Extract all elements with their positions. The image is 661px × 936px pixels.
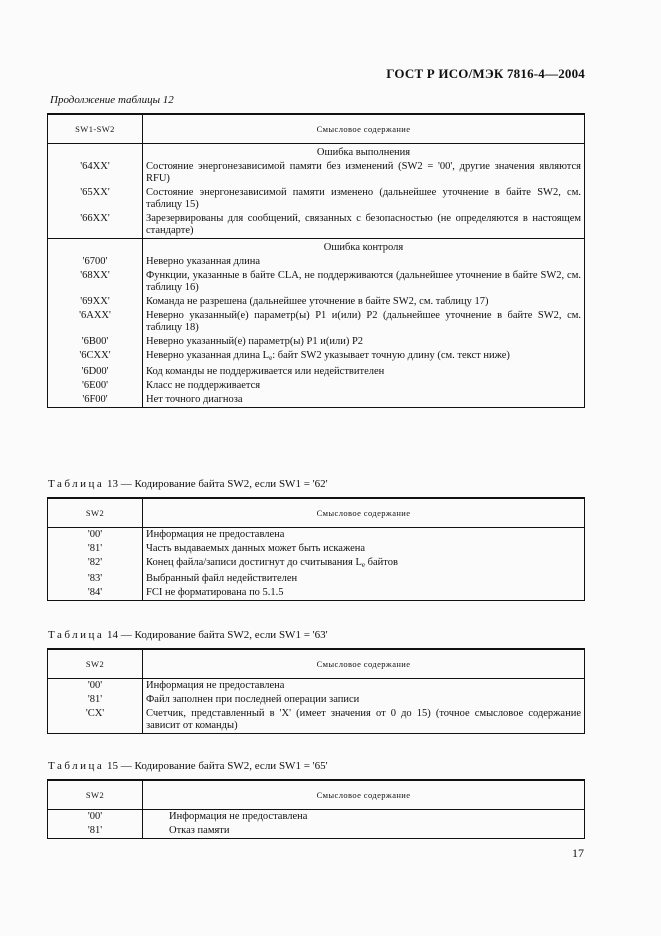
meaning-cell: Неверно указанный(е) параметр(ы) P1 и(или) P2 (дальнейшее уточнение в байте SW2, см. таблицу 18): [143, 309, 585, 335]
table-14: [47, 648, 585, 734]
code-cell: '6E00': [48, 379, 143, 393]
meaning-cell: Часть выдаваемых данных может быть искажена: [143, 542, 585, 556]
table-12: [47, 113, 585, 408]
column-header-meaning: Смысловое содержание: [143, 649, 585, 679]
meaning-cell: Отказ памяти: [143, 824, 585, 839]
meaning-cell: Файл заполнен при последней операции записи: [143, 693, 585, 707]
meaning-cell: Информация не предоставлена: [143, 679, 585, 694]
code-cell: '83': [48, 572, 143, 586]
meaning-cell: [143, 349, 585, 365]
table-row: [48, 212, 585, 239]
column-header-meaning: Смысловое содержание: [143, 114, 585, 144]
column-header-meaning: Смысловое содержание: [143, 498, 585, 528]
code-cell: 'CX': [48, 707, 143, 734]
meaning-cell: Неверно указанная длина: [143, 255, 585, 269]
table-row: [48, 679, 585, 694]
table-13: [47, 497, 585, 601]
table-row: [48, 693, 585, 707]
code-cell: '6D00': [48, 365, 143, 379]
code-cell: '6AXX': [48, 309, 143, 335]
meaning-cell: Зарезервированы для сообщений, связанных с безопасностью (не определяются в настоящем стандарте): [143, 212, 585, 239]
meaning-cell: Функции, указанные в байте CLA, не поддерживаются (дальнейшее уточнение в байте SW2, см. таблицу 16): [143, 269, 585, 295]
page-number: 17: [572, 846, 584, 860]
table-continuation-label: Продолжение таблицы 12: [50, 94, 174, 106]
meaning-cell: Состояние энергонезависимой памяти изменено (дальнейшее уточнение в байте SW2, см. таблицу 15): [143, 186, 585, 212]
column-header-code: SW1-SW2: [48, 114, 143, 144]
section-heading: Ошибка выполнения: [143, 144, 585, 161]
caption-label: Таблица: [48, 478, 105, 490]
meaning-cell: Команда не разрешена (дальнейшее уточнение в байте SW2, см. таблицу 17): [143, 295, 585, 309]
table-row: [48, 556, 585, 572]
table-row: [48, 335, 585, 349]
code-cell: '00': [48, 679, 143, 694]
table-14-caption: [48, 629, 328, 641]
table-row: [48, 309, 585, 335]
table-row: [48, 824, 585, 839]
meaning-cell: Выбранный файл недействителен: [143, 572, 585, 586]
caption-text: 15 — Кодирование байта SW2, если SW1 = '65': [107, 760, 328, 772]
meaning-text: байтов: [365, 557, 398, 568]
table-row: [48, 707, 585, 734]
code-cell: '82': [48, 556, 143, 572]
caption-label: Таблица: [48, 629, 105, 641]
subscript: e: [361, 561, 365, 569]
meaning-cell: Счетчик, представленный в 'X' (имеет значения от 0 до 15) (точное смысловое содержание зависит от команды): [143, 707, 585, 734]
table-13-caption: [48, 478, 328, 490]
code-cell: '68XX': [48, 269, 143, 295]
document-header: ГОСТ Р ИСО/МЭК 7816-4—2004: [386, 66, 585, 81]
code-cell: '00': [48, 810, 143, 825]
code-cell: '6700': [48, 255, 143, 269]
code-cell: '6CXX': [48, 349, 143, 365]
column-header-code: SW2: [48, 498, 143, 528]
table-15-caption: [48, 760, 328, 772]
code-cell: '65XX': [48, 186, 143, 212]
table-row: [48, 255, 585, 269]
meaning-cell: Информация не предоставлена: [143, 528, 585, 543]
code-cell: '81': [48, 824, 143, 839]
meaning-cell: Неверно указанный(е) параметр(ы) P1 и(или) P2: [143, 335, 585, 349]
caption-text: 14 — Кодирование байта SW2, если SW1 = '63': [107, 629, 328, 641]
table-row: [48, 542, 585, 556]
code-cell: '66XX': [48, 212, 143, 239]
table-row: [48, 349, 585, 365]
meaning-cell: Состояние энергонезависимой памяти без изменений (SW2 = '00', другие значения являются RFU): [143, 160, 585, 186]
table-row: [48, 393, 585, 408]
table-row: [48, 572, 585, 586]
table-row: [48, 379, 585, 393]
table-row: [48, 160, 585, 186]
column-header-code: SW2: [48, 649, 143, 679]
meaning-cell: FCI не форматирована по 5.1.5: [143, 586, 585, 601]
code-cell: '00': [48, 528, 143, 543]
code-cell: '6F00': [48, 393, 143, 408]
table-row: [48, 586, 585, 601]
meaning-cell: Нет точного диагноза: [143, 393, 585, 408]
code-cell: '64XX': [48, 160, 143, 186]
code-cell: '6B00': [48, 335, 143, 349]
table-row: [48, 810, 585, 825]
code-cell: '84': [48, 586, 143, 601]
table-row: [48, 269, 585, 295]
table-15: [47, 779, 585, 839]
meaning-text: Конец файла/записи достигнут до считывания L: [146, 557, 362, 568]
meaning-text: Неверно указанная длина L: [146, 350, 270, 361]
table-row: [48, 365, 585, 379]
caption-text: 13 — Кодирование байта SW2, если SW1 = '62': [107, 478, 328, 490]
meaning-cell: [143, 556, 585, 572]
meaning-text: : байт SW2 указывает точную длину (см. текст ниже): [272, 350, 510, 361]
code-cell: [48, 239, 143, 256]
section-heading: Ошибка контроля: [143, 239, 585, 256]
table-row: [48, 186, 585, 212]
code-cell: '81': [48, 693, 143, 707]
table-row: [48, 295, 585, 309]
table-row: [48, 528, 585, 543]
column-header-meaning: Смысловое содержание: [143, 780, 585, 810]
code-cell: [48, 144, 143, 161]
meaning-cell: Информация не предоставлена: [143, 810, 585, 825]
code-cell: '69XX': [48, 295, 143, 309]
code-cell: '81': [48, 542, 143, 556]
caption-label: Таблица: [48, 760, 105, 772]
subscript: e: [269, 354, 273, 362]
meaning-cell: Код команды не поддерживается или недействителен: [143, 365, 585, 379]
meaning-cell: Класс не поддерживается: [143, 379, 585, 393]
column-header-code: SW2: [48, 780, 143, 810]
